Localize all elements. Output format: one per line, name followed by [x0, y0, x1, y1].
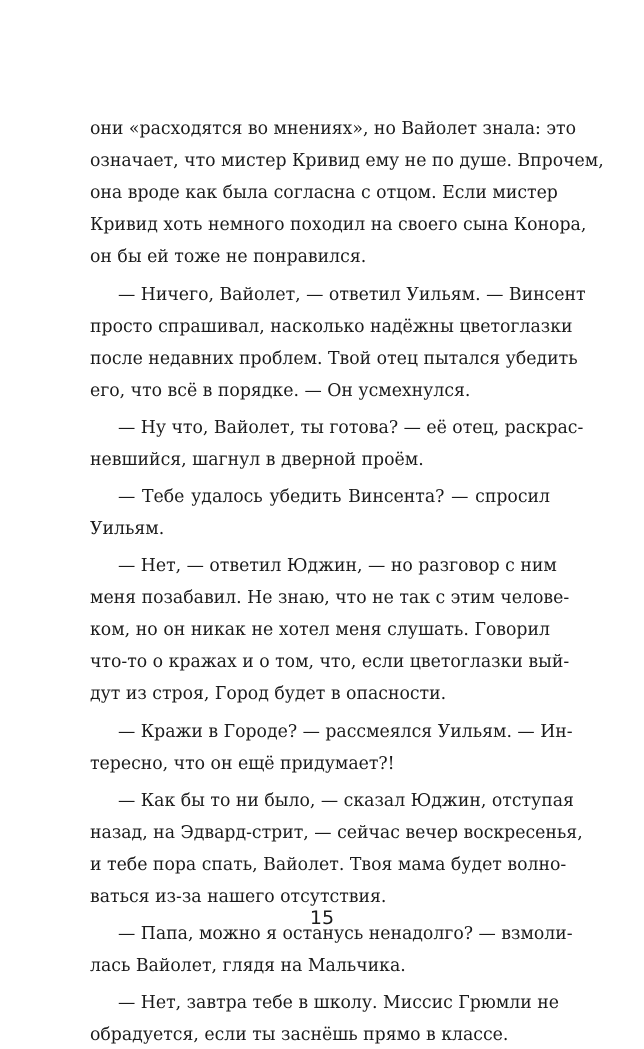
text-line: ваться из-за нашего отсутствия.: [90, 887, 387, 907]
text-line: они «расходятся во мнениях», но Вайолет знала: это: [90, 119, 577, 139]
text-line: Уильям.: [90, 519, 165, 539]
text-line: — Нет, завтра тебе в школу. Миссис Грюмли не: [118, 993, 560, 1013]
text-line: он бы ей тоже не понравился.: [90, 247, 367, 267]
text-line: и тебе пора спать, Вайолет. Твоя мама будет волно-: [90, 855, 567, 875]
text-line: его, что всё в порядке. — Он усмехнулся.: [90, 381, 471, 401]
text-line: лась Вайолет, глядя на Мальчика.: [90, 956, 406, 976]
text-line: назад, на Эдвард-стрит, — сейчас вечер воскресенья,: [90, 823, 583, 843]
text-line: — Папа, можно я останусь ненадолго? — взмоли-: [118, 924, 573, 944]
text-line: Кривид хоть немного походил на своего сына Конора,: [90, 215, 587, 235]
page-number: 15: [309, 907, 335, 929]
text-line: она вроде как была согласна с отцом. Если мистер: [90, 183, 558, 203]
text-line: тересно, что он ещё придумает?!: [90, 754, 395, 774]
text-line: — Ну что, Вайолет, ты готова? — её отец, раскрас-: [118, 418, 584, 438]
text-line: — Кражи в Городе? — рассмеялся Уильям. — Ин-: [118, 722, 573, 742]
text-line: — Как бы то ни было, — сказал Юджин, отступая: [118, 791, 574, 811]
text-line: дут из строя, Город будет в опасности.: [90, 684, 447, 704]
text-line: после недавних проблем. Твой отец пытался убедить: [90, 349, 578, 369]
text-line: невшийся, шагнул в дверной проём.: [90, 450, 424, 470]
text-line: — Нет, — ответил Юджин, — но разговор с ним: [118, 556, 557, 576]
text-line: — Ничего, Вайолет, — ответил Уильям. — Винсент: [118, 285, 586, 305]
text-line: — Тебе удалось убедить Винсента? — спросил: [118, 487, 550, 507]
text-line: означает, что мистер Кривид ему не по душе. Впрочем,: [90, 151, 604, 171]
text-line: ком, но он никак не хотел меня слушать. Говорил: [90, 620, 550, 640]
text-line: обрадуется, если ты заснёшь прямо в классе.: [90, 1025, 509, 1045]
text-line: меня позабавил. Не знаю, что не так с этим челове-: [90, 588, 570, 608]
text-line: что-то о кражах и о том, что, если цветоглазки вый-: [90, 652, 570, 672]
text-line: просто спрашивал, насколько надёжны цветоглазки: [90, 317, 573, 337]
